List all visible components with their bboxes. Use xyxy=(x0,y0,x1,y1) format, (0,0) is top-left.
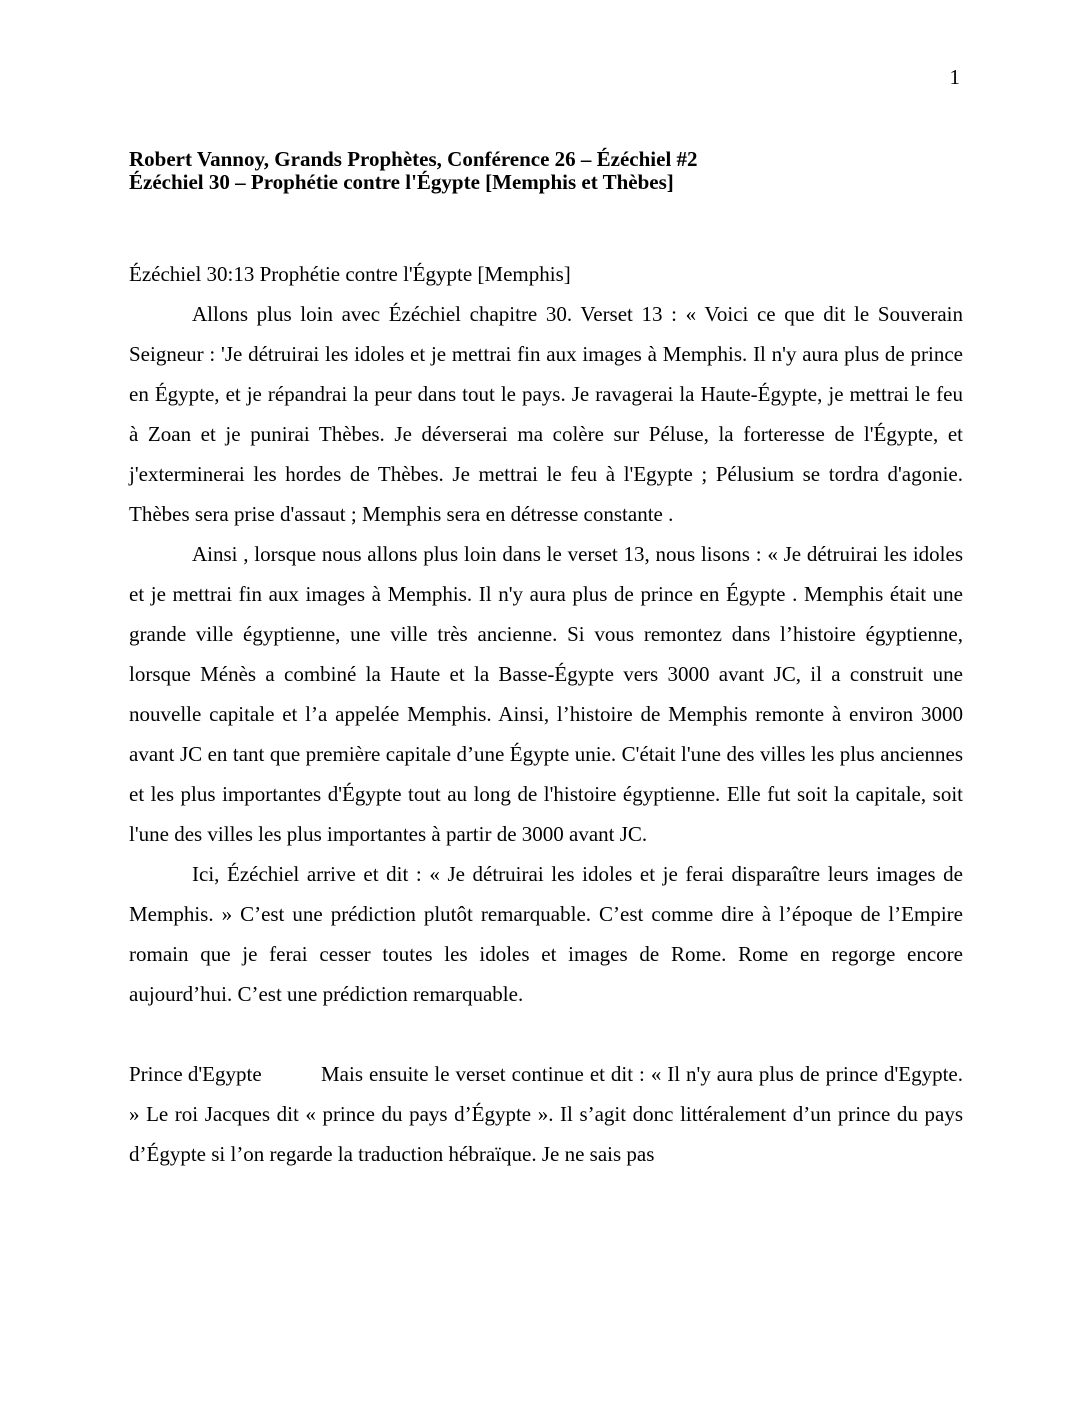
title-line-1: Robert Vannoy, Grands Prophètes, Conférence 26 – Ézéchiel #2 xyxy=(129,147,698,171)
section-heading-prince: Prince d'Egypte xyxy=(129,1062,262,1086)
page-number: 1 xyxy=(949,65,960,89)
paragraph-1: Allons plus loin avec Ézéchiel chapitre 30. Verset 13 : « Voici ce que dit le Souverain Seigneur : 'Je détruirai les idoles et je mettrai fin aux images à Memphis. Il n'y aura plus de prince en Égypte, et je répandrai la peur dans tout le pays. Je ravagerai la Haute-Égypte, je mettrai le feu à Zoan et je punirai Thèbes. Je déverserai ma colère sur Péluse, la forteresse de l'Égypte, et j'exterminerai les hordes de Thèbes. Je mettrai le feu à l'Egypte ; Pélusium se tordra d'agonie. Thèbes sera prise d'assaut ; Memphis sera en détresse constante . xyxy=(129,302,963,526)
section-spacer xyxy=(129,1014,963,1054)
document-body xyxy=(129,254,963,1174)
paragraph-4: Mais ensuite le verset continue et dit : « Il n'y aura plus de prince d'Egypte. » Le roi Jacques dit « prince du pays d’Égypte ». Il s’agit donc littéralement d’un prince du pays d’Égypte si l’on regarde la traduction hébraïque. Je ne sais pas xyxy=(129,1062,963,1166)
document-title xyxy=(129,148,969,194)
title-line-2: Ézéchiel 30 – Prophétie contre l'Égypte [Memphis et Thèbes] xyxy=(129,170,674,194)
paragraph-2: Ainsi , lorsque nous allons plus loin dans le verset 13, nous lisons : « Je détruirai les idoles et je mettrai fin aux images à Memphis. Il n'y aura plus de prince en Égypte . Memphis était une grande ville égyptienne, une ville très ancienne. Si vous remontez dans l’histoire égyptienne, lorsque Ménès a combiné la Haute et la Basse-Égypte vers 3000 avant JC, il a construit une nouvelle capitale et l’a appelée Memphis. Ainsi, l’histoire de Memphis remonte à environ 3000 avant JC en tant que première capitale d’une Égypte unie. C'était l'une des villes les plus anciennes et les plus importantes d'Égypte tout au long de l'histoire égyptienne. Elle fut soit la capitale, soit l'une des villes les plus importantes à partir de 3000 avant JC. xyxy=(129,542,963,846)
section-heading-memphis: Ézéchiel 30:13 Prophétie contre l'Égypte [Memphis] xyxy=(129,262,571,286)
paragraph-4-block xyxy=(129,1054,963,1174)
paragraph-3: Ici, Ézéchiel arrive et dit : « Je détruirai les idoles et je ferai disparaître leurs images de Memphis. » C’est une prédiction plutôt remarquable. C’est comme dire à l’époque de l’Empire romain que je ferai cesser toutes les idoles et images de Rome. Rome en regorge encore aujourd’hui. C’est une prédiction remarquable. xyxy=(129,862,963,1006)
